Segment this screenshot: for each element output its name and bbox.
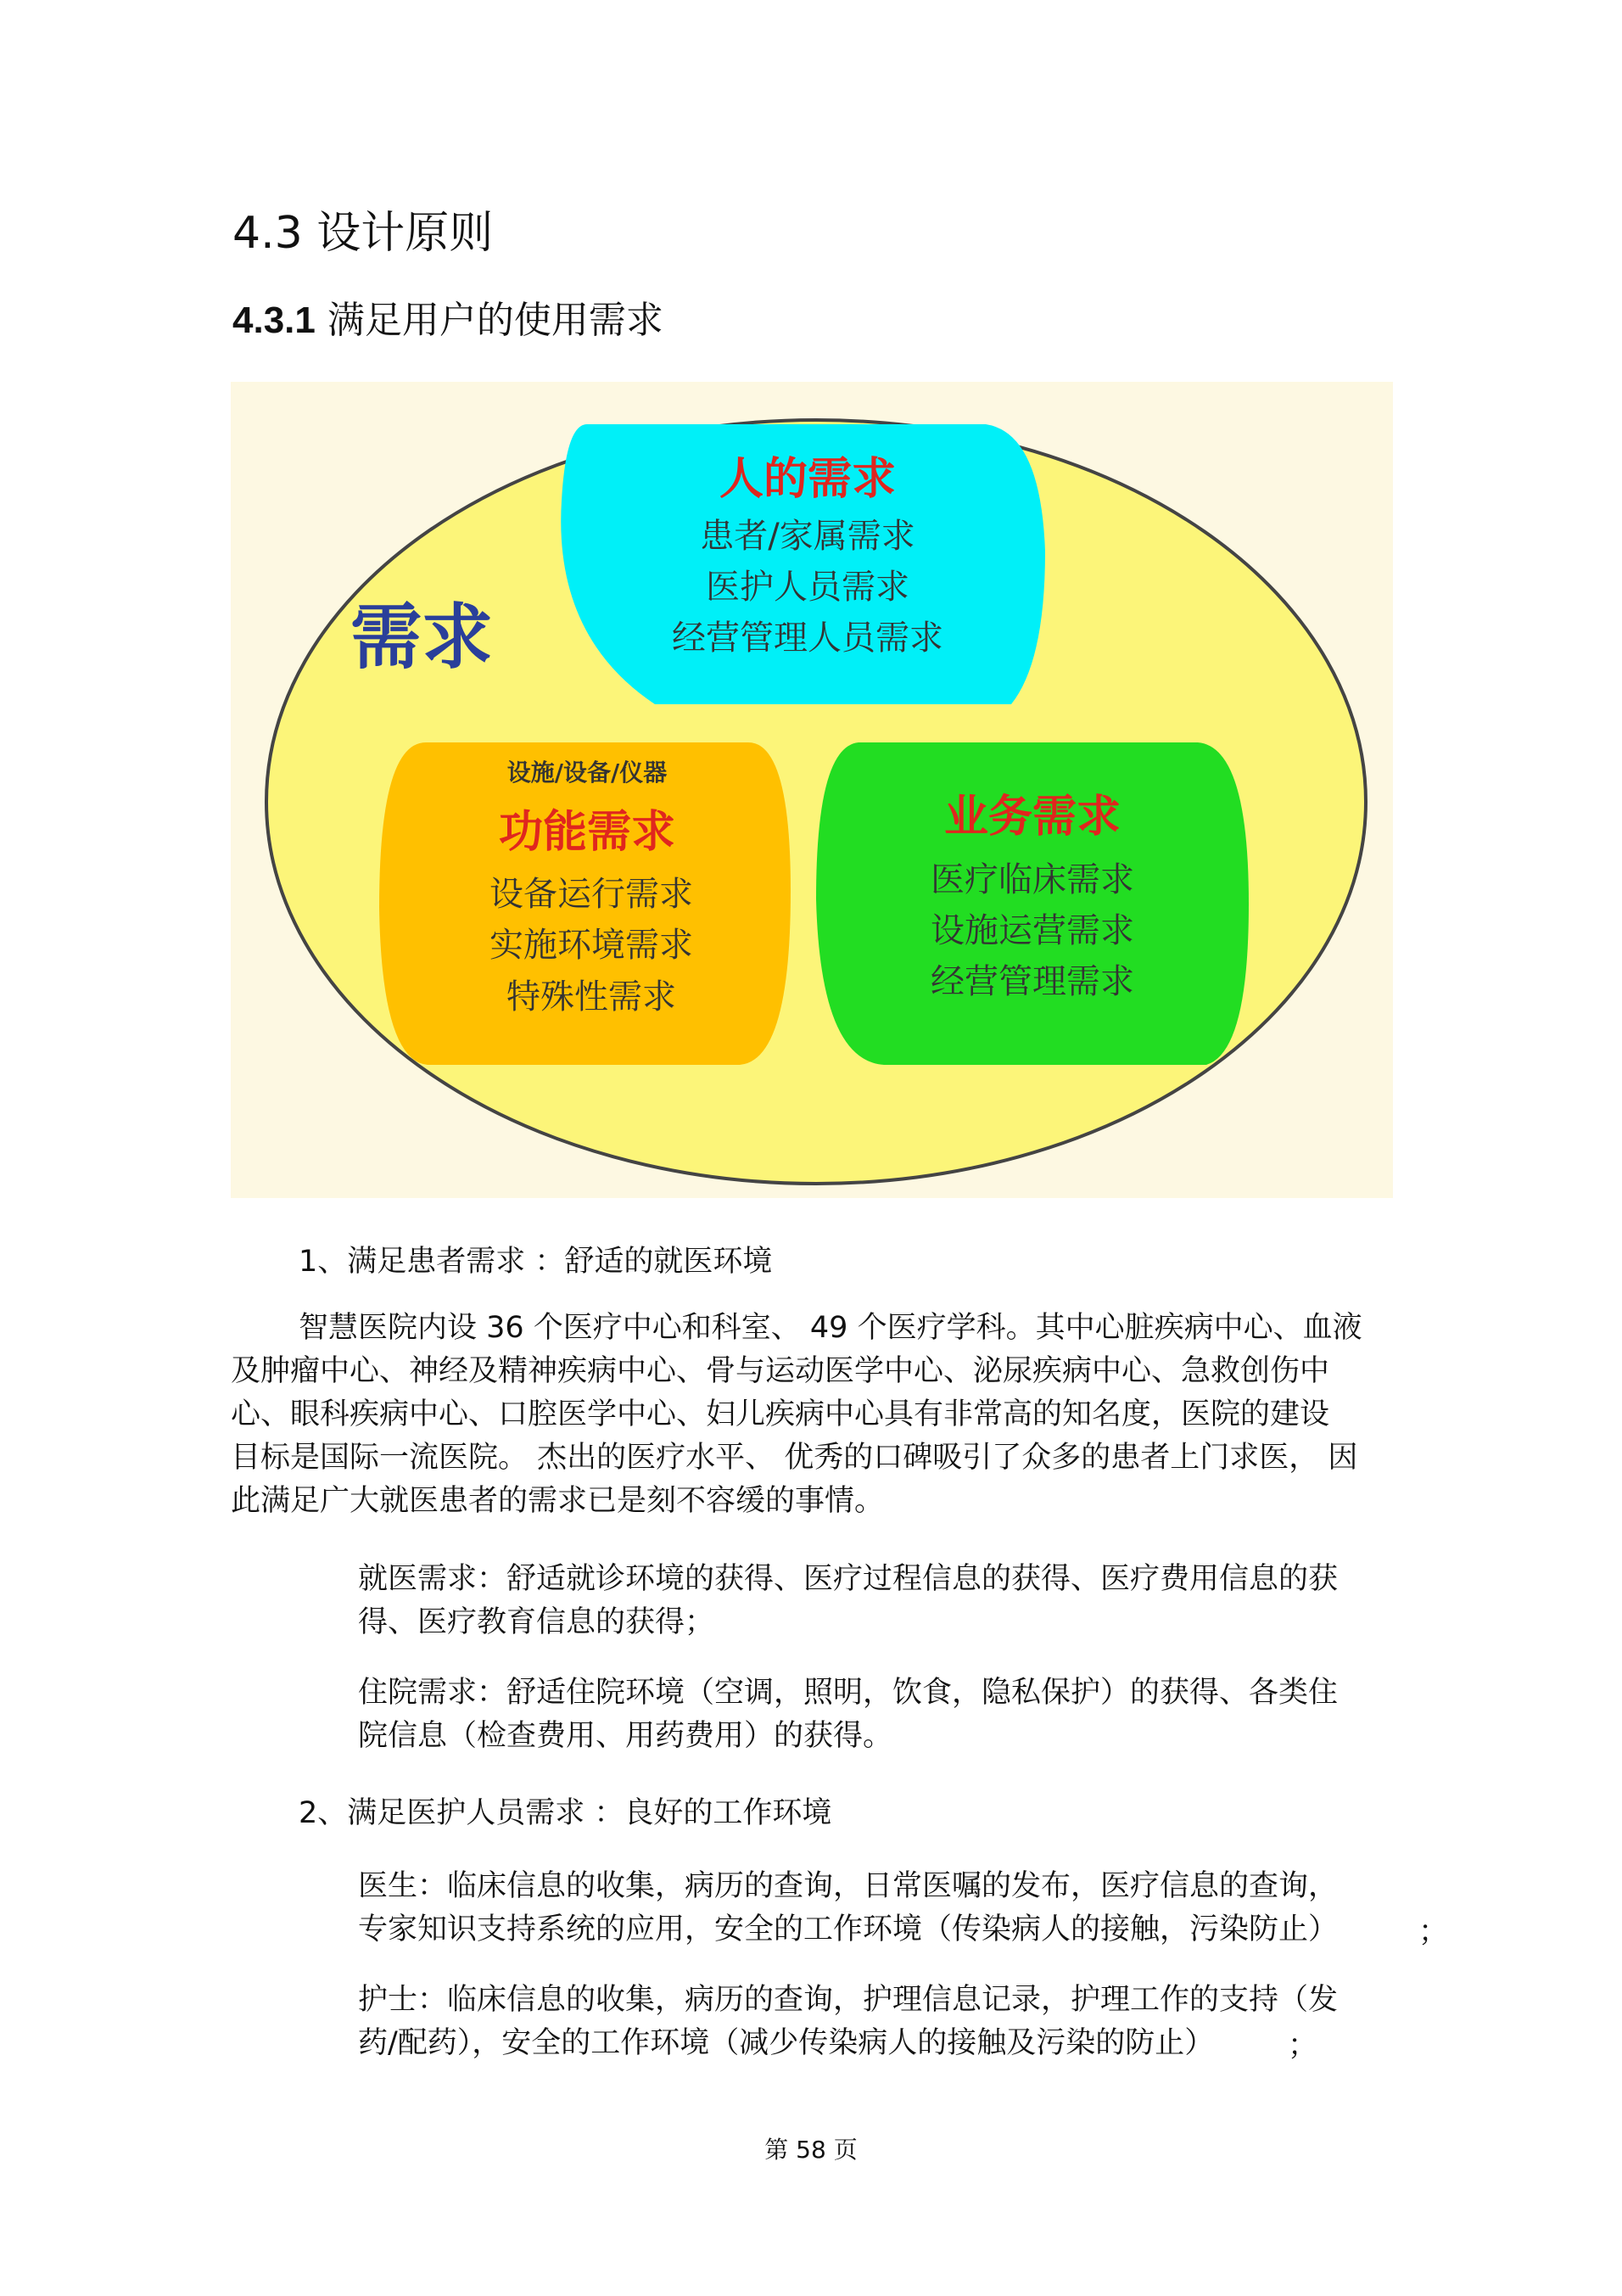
inpatient-needs xyxy=(358,1672,1376,1758)
list-item-patient-needs: 1、满足患者需求 ：舒适的就医环境 xyxy=(299,1245,773,1279)
doctor-needs-semicolon: ； xyxy=(1418,1915,1449,1949)
outpatient-needs xyxy=(358,1558,1376,1644)
paragraph-line: 及肿瘤中心、神经及精神疾病中心、骨与运动医学中心、泌尿疾病中心、急救创伤中 xyxy=(231,1354,1330,1388)
function-block-title: 功能需求 xyxy=(498,807,676,858)
people-block-title: 人的需求 xyxy=(719,454,897,505)
people-item-2: 医护人员需求 xyxy=(706,568,909,607)
doctor-needs xyxy=(358,1865,1376,1952)
nurse-needs-line: 护士：临床信息的收集，病历的查询，护理信息记录，护理工作的支持（发 xyxy=(358,1983,1339,2017)
business-requirements-block xyxy=(816,742,1249,1065)
nurse-needs-line: 药/配药），安全的工作环境（减少传染病人的接触及污染的防止） xyxy=(358,2026,1215,2060)
paragraph-line: 心、眼科疾病中心、口腔医学中心、妇儿疾病中心具有非常高的知名度，医院的建设 xyxy=(231,1397,1330,1431)
business-item-2: 设施运营需求 xyxy=(931,911,1134,950)
people-item-3: 经营管理人员需求 xyxy=(672,619,943,658)
requirements-diagram xyxy=(231,382,1393,1198)
outpatient-needs-line: 得、医疗教育信息的获得； xyxy=(358,1605,715,1639)
list-item-staff-needs: 2、满足医护人员需求 ：良好的工作环境 xyxy=(299,1796,832,1830)
doctor-needs-line: 专家知识支持系统的应用，安全的工作环境（传染病人的接触，污染防止） xyxy=(358,1912,1339,1946)
doctor-needs-line: 医生：临床信息的收集，病历的查询，日常医嘱的发布，医疗信息的查询， xyxy=(358,1869,1339,1903)
inpatient-needs-line: 住院需求：舒适住院环境（空调，照明，饮食，隐私保护）的获得、各类住 xyxy=(358,1676,1339,1710)
page-number: 第 58 页 xyxy=(764,2136,858,2164)
people-item-1: 患者/家属需求 xyxy=(700,517,915,556)
outpatient-needs-line: 就医需求：舒适就诊环境的获得、医疗过程信息的获得、医疗费用信息的获 xyxy=(358,1562,1339,1596)
business-block-title: 业务需求 xyxy=(943,792,1121,843)
paragraph-line: 智慧医院内设 36 个医疗中心和科室、 49 个医疗学科。其中心脏疾病中心、血液 xyxy=(299,1311,1362,1345)
subsection-heading xyxy=(232,295,663,346)
business-item-1: 医疗临床需求 xyxy=(931,860,1134,899)
center-label-demand: 需求 xyxy=(350,596,494,679)
function-item-1: 设备运行需求 xyxy=(489,875,693,914)
function-block-subtitle: 设施/设备/仪器 xyxy=(506,759,668,787)
hospital-intro-paragraph xyxy=(231,1307,1444,1523)
nurse-needs-semicolon: ； xyxy=(1288,2029,1318,2063)
subsection-number: 4.3.1 xyxy=(232,300,316,341)
function-item-2: 实施环境需求 xyxy=(489,926,693,965)
nurse-needs xyxy=(358,1979,1376,2065)
subsection-title: 满足用户的使用需求 xyxy=(327,299,663,342)
paragraph-line: 目标是国际一流医院。 杰出的医疗水平、 优秀的口碑吸引了众多的患者上门求医， 因 xyxy=(231,1441,1358,1475)
paragraph-line: 此满足广大就医患者的需求已是刻不容缓的事情。 xyxy=(231,1484,885,1518)
business-item-3: 经营管理需求 xyxy=(931,962,1134,1001)
section-heading: 4.3 设计原则 xyxy=(232,208,494,259)
inpatient-needs-line: 院信息（检查费用、用药费用）的获得。 xyxy=(358,1719,893,1753)
function-item-3: 特殊性需求 xyxy=(506,977,676,1016)
